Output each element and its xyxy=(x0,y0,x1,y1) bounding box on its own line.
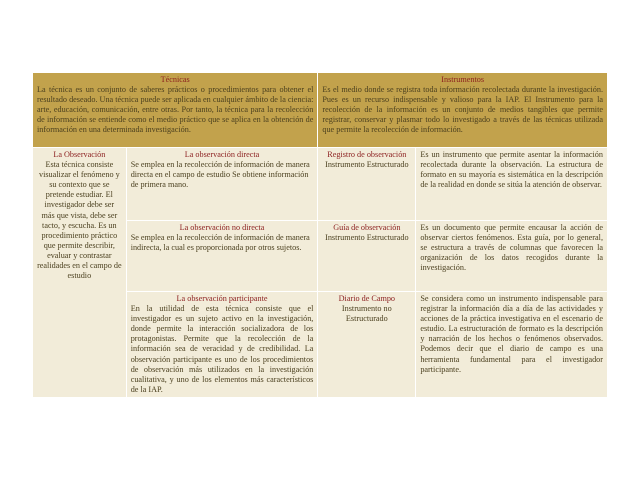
inst-type: Instrumento Estructurado xyxy=(325,233,409,243)
inst-description-guia: Es un documento que permite encausar la acción de observar ciertos fenómenos. Esta guía, por lo general, se estructura a través de columnas que favorecen la organización de los datos recogidos durante la investigación. xyxy=(416,221,608,292)
tech-cell-participante xyxy=(126,292,318,398)
observacion-cell xyxy=(33,148,127,398)
instrumentos-header-cell xyxy=(318,73,608,148)
tech-cell-directa xyxy=(126,148,318,221)
table-row xyxy=(33,148,608,221)
inst-description-diario: Se considera como un instrumento indispensable para registrar la información día a día de las actividades y acciones de la práctica investigativa en el escenario de estudio. La estructuración de formato es la descripción y narración de los hechos o fenómenos observados. Podemos decir que el diario de campo es una herramienta fundamental para el investigador participante. xyxy=(416,292,608,398)
tecnicas-definition: La técnica es un conjunto de saberes prácticos o procedimientos para obtener el resultado deseado. Una técnica puede ser aplicada en cualquier ámbito de la ciencia: arte, educación, comunicación, entre otras. Por tanto, la técnica para la recolección de información se entiende como el medio práctico que se aplica en la obtención de información en una determinada investigación. xyxy=(37,85,314,135)
inst-cell-guia xyxy=(318,221,416,292)
inst-cell-registro xyxy=(318,148,416,221)
tech-description: Se emplea en la recolección de información de manera directa en el campo de estudio Se obtiene información de primera mano. xyxy=(130,160,310,190)
observacion-title: La Observación xyxy=(53,150,106,159)
techniques-instruments-table xyxy=(32,72,608,398)
tech-description: En la utilidad de esta técnica consiste que el investigador es un sujeto activo en la investigación, donde permite la interacción socializadora de los protagonistas. Permite que la recolección de la información sea de veracidad y de credibilidad. La observación participante es uno de los procedimientos de observación más utilizados en la investigación cualitativa, y uno de los elementos más característicos de la IAP. xyxy=(130,304,314,394)
inst-description-registro: Es un instrumento que permite asentar la información recolectada durante la observación. La estructura de formato en su mayoría es sistemática en la descripción de la realidad en donde se sitúa la atención de observar. xyxy=(416,148,608,221)
instrumentos-title: Instrumentos xyxy=(441,75,485,84)
inst-title: Registro de observación xyxy=(327,150,407,159)
header-row xyxy=(33,73,608,148)
inst-type: Instrumento no Estructurado xyxy=(341,304,392,324)
tech-title: La observación no directa xyxy=(179,223,265,232)
observacion-description: Esta técnica consiste visualizar el fenómeno y su contexto que se pretende estudiar. El investigador debe ser más que vista, debe ser tacto, y escucha. Es un procedimiento práctico que permite describir, evaluar y contrastar realidades en el campo de estudio xyxy=(37,160,122,281)
tecnicas-header-cell xyxy=(33,73,318,148)
inst-title: Guía de observación xyxy=(333,223,401,232)
tech-description: Se emplea en la recolección de información de manera indirecta, la cual es proporcionada por otros sujetos. xyxy=(130,233,310,253)
inst-type: Instrumento Estructurado xyxy=(325,160,409,170)
tech-title: La observación directa xyxy=(184,150,260,159)
tecnicas-title: Técnicas xyxy=(160,75,190,84)
inst-cell-diario xyxy=(318,292,416,398)
inst-title: Diario de Campo xyxy=(338,294,396,303)
tech-cell-no-directa xyxy=(126,221,318,292)
tech-title: La observación participante xyxy=(176,294,268,303)
instrumentos-definition: Es el medio donde se registra toda información recolectada durante la investigación. Pues es un recurso indispensable y valioso para la IAP. El Instrumento para la recolección de la información es un conjunto de medios tangibles que permite registrar, conservar y plasmar todo lo investigado a través de las técnicas utilizada que permite la recolección de información. xyxy=(322,85,603,135)
